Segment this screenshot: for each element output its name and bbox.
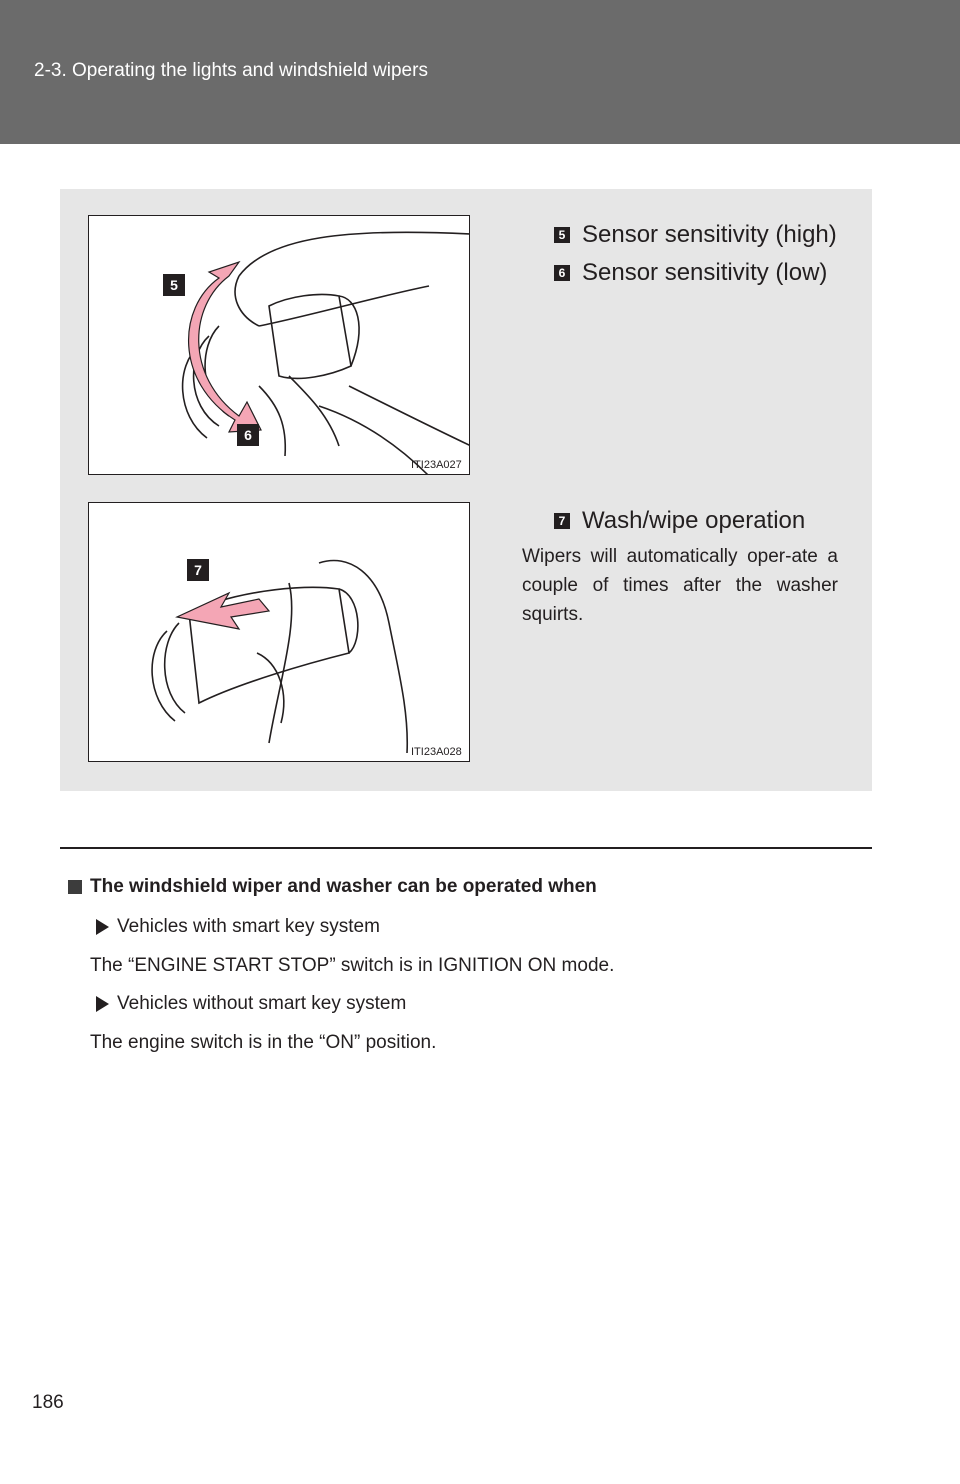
condition-1-text: The “ENGINE START STOP” switch is in IGNITION ON mode.	[90, 955, 615, 976]
svg-text:ITI23A028: ITI23A028	[411, 746, 462, 758]
figure-panel	[60, 189, 872, 791]
svg-text:ITI23A027: ITI23A027	[411, 459, 462, 471]
section-heading-text: The windshield wiper and washer can be operated when	[90, 876, 597, 897]
item-5	[554, 221, 837, 249]
item-6	[554, 259, 827, 287]
callout-7: 7	[187, 559, 209, 581]
item-6-label: Sensor sensitivity (low)	[582, 259, 828, 286]
item-5-label: Sensor sensitivity (high)	[582, 221, 837, 248]
condition-1-vehicle-text: Vehicles with smart key system	[117, 916, 380, 937]
page-number: 186	[32, 1392, 64, 1413]
triangle-bullet-icon	[96, 919, 109, 935]
section-divider	[60, 847, 872, 849]
triangle-bullet-icon	[96, 996, 109, 1012]
square-bullet-icon	[68, 880, 82, 894]
item-6-number: 6	[554, 265, 570, 281]
item-7-description: Wipers will automatically oper-ate a couple of times after the washer squirts.	[522, 546, 838, 625]
wash-lever-illustration	[89, 503, 470, 762]
condition-1-vehicle	[96, 916, 380, 938]
rotation-arrow	[189, 262, 261, 432]
callout-6: 6	[237, 424, 259, 446]
header-bar	[0, 0, 960, 144]
illustration-sensor-sensitivity	[88, 215, 470, 475]
wiper-lever-illustration	[89, 216, 470, 475]
condition-2-text: The engine switch is in the “ON” position.	[90, 1032, 437, 1053]
item-5-number: 5	[554, 227, 570, 243]
item-7-label: Wash/wipe operation	[582, 507, 806, 534]
item-7	[554, 507, 805, 535]
condition-2-vehicle	[96, 993, 406, 1015]
section-heading	[68, 876, 597, 898]
item-7-number: 7	[554, 513, 570, 529]
condition-2-vehicle-text: Vehicles without smart key system	[117, 993, 407, 1014]
header-title: 2-3. Operating the lights and windshield wipers	[34, 60, 428, 81]
illustration-wash-wipe	[88, 502, 470, 762]
callout-5: 5	[163, 274, 185, 296]
